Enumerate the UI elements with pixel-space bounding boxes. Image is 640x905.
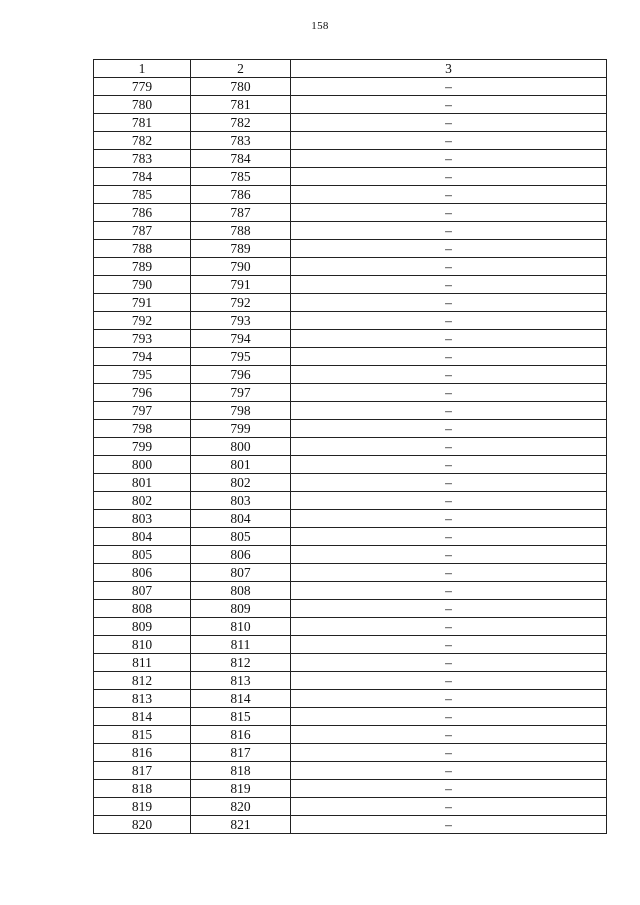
table-row bbox=[94, 510, 607, 528]
table-cell-col-3: – bbox=[291, 312, 607, 330]
table-cell-col-3: – bbox=[291, 276, 607, 294]
table-cell-col-2: 793 bbox=[191, 312, 291, 330]
table-cell-col-1: 819 bbox=[94, 798, 191, 816]
table-row bbox=[94, 528, 607, 546]
table-cell-col-2: 782 bbox=[191, 114, 291, 132]
table-cell-col-2: 784 bbox=[191, 150, 291, 168]
table-cell-col-3: – bbox=[291, 222, 607, 240]
table-row bbox=[94, 438, 607, 456]
table-cell-col-2: 806 bbox=[191, 546, 291, 564]
table-cell-col-2: 795 bbox=[191, 348, 291, 366]
table-cell-col-1: 790 bbox=[94, 276, 191, 294]
table-cell-col-3: – bbox=[291, 528, 607, 546]
table-cell-col-1: 802 bbox=[94, 492, 191, 510]
table-cell-col-3: – bbox=[291, 402, 607, 420]
table-cell-col-3: – bbox=[291, 582, 607, 600]
table-cell-col-3: – bbox=[291, 114, 607, 132]
table-cell-col-2: 796 bbox=[191, 366, 291, 384]
table-cell-col-1: 787 bbox=[94, 222, 191, 240]
table-cell-col-1: 784 bbox=[94, 168, 191, 186]
table-row bbox=[94, 546, 607, 564]
table-cell-col-1: 794 bbox=[94, 348, 191, 366]
table-cell-col-3: – bbox=[291, 492, 607, 510]
table-cell-col-2: 780 bbox=[191, 78, 291, 96]
table-cell-col-1: 816 bbox=[94, 744, 191, 762]
page-number: 158 bbox=[311, 20, 329, 32]
table-row bbox=[94, 654, 607, 672]
table-cell-col-1: 791 bbox=[94, 294, 191, 312]
table-row bbox=[94, 222, 607, 240]
table-cell-col-3: – bbox=[291, 510, 607, 528]
table-cell-col-2: 808 bbox=[191, 582, 291, 600]
table-cell-col-2: 813 bbox=[191, 672, 291, 690]
table-row bbox=[94, 168, 607, 186]
table-row bbox=[94, 708, 607, 726]
table-cell-col-2: 812 bbox=[191, 654, 291, 672]
table-row bbox=[94, 150, 607, 168]
table-cell-col-2: 792 bbox=[191, 294, 291, 312]
table-cell-col-2: 798 bbox=[191, 402, 291, 420]
table-cell-col-3: – bbox=[291, 690, 607, 708]
table-cell-col-2: 791 bbox=[191, 276, 291, 294]
table-row bbox=[94, 600, 607, 618]
table-cell-col-3: – bbox=[291, 618, 607, 636]
table-cell-col-3: – bbox=[291, 240, 607, 258]
table-cell-col-2: 805 bbox=[191, 528, 291, 546]
table-cell-col-3: – bbox=[291, 186, 607, 204]
table-row bbox=[94, 366, 607, 384]
table-cell-col-2: 794 bbox=[191, 330, 291, 348]
table-cell-col-2: 789 bbox=[191, 240, 291, 258]
table-cell-col-1: 788 bbox=[94, 240, 191, 258]
table-cell-col-3: – bbox=[291, 150, 607, 168]
table-cell-col-3: – bbox=[291, 726, 607, 744]
table-cell-col-2: 785 bbox=[191, 168, 291, 186]
table-cell-col-1: 786 bbox=[94, 204, 191, 222]
table-cell-col-2: 801 bbox=[191, 456, 291, 474]
table-cell-col-1: 813 bbox=[94, 690, 191, 708]
table-cell-col-3: – bbox=[291, 780, 607, 798]
table-cell-col-2: 802 bbox=[191, 474, 291, 492]
column-header-3: 3 bbox=[291, 60, 607, 78]
table-cell-col-1: 806 bbox=[94, 564, 191, 582]
table-cell-col-1: 795 bbox=[94, 366, 191, 384]
table-cell-col-1: 798 bbox=[94, 420, 191, 438]
table-row bbox=[94, 762, 607, 780]
table-cell-col-1: 817 bbox=[94, 762, 191, 780]
table-row bbox=[94, 294, 607, 312]
table-cell-col-1: 809 bbox=[94, 618, 191, 636]
table-cell-col-2: 788 bbox=[191, 222, 291, 240]
table-cell-col-2: 816 bbox=[191, 726, 291, 744]
table-row bbox=[94, 798, 607, 816]
table-cell-col-2: 807 bbox=[191, 564, 291, 582]
table-cell-col-1: 808 bbox=[94, 600, 191, 618]
table-row bbox=[94, 384, 607, 402]
table-cell-col-3: – bbox=[291, 816, 607, 834]
table-cell-col-2: 810 bbox=[191, 618, 291, 636]
table-cell-col-3: – bbox=[291, 564, 607, 582]
table-cell-col-3: – bbox=[291, 78, 607, 96]
table-cell-col-3: – bbox=[291, 96, 607, 114]
table-cell-col-1: 820 bbox=[94, 816, 191, 834]
table-row bbox=[94, 726, 607, 744]
table-row bbox=[94, 456, 607, 474]
table-cell-col-2: 820 bbox=[191, 798, 291, 816]
table-cell-col-1: 812 bbox=[94, 672, 191, 690]
table-cell-col-3: – bbox=[291, 384, 607, 402]
table-cell-col-1: 804 bbox=[94, 528, 191, 546]
table-cell-col-3: – bbox=[291, 708, 607, 726]
table-row bbox=[94, 132, 607, 150]
table-cell-col-3: – bbox=[291, 420, 607, 438]
table-cell-col-1: 799 bbox=[94, 438, 191, 456]
table-cell-col-2: 817 bbox=[191, 744, 291, 762]
table-row bbox=[94, 204, 607, 222]
table-header-row bbox=[94, 60, 607, 78]
table-cell-col-1: 789 bbox=[94, 258, 191, 276]
table-cell-col-3: – bbox=[291, 132, 607, 150]
table-row bbox=[94, 618, 607, 636]
table-cell-col-2: 781 bbox=[191, 96, 291, 114]
table-cell-col-1: 811 bbox=[94, 654, 191, 672]
table-cell-col-1: 779 bbox=[94, 78, 191, 96]
table-cell-col-2: 819 bbox=[191, 780, 291, 798]
table-row bbox=[94, 114, 607, 132]
table-cell-col-1: 792 bbox=[94, 312, 191, 330]
table-cell-col-3: – bbox=[291, 474, 607, 492]
table-cell-col-3: – bbox=[291, 456, 607, 474]
table-cell-col-1: 796 bbox=[94, 384, 191, 402]
table-cell-col-3: – bbox=[291, 672, 607, 690]
column-header-2: 2 bbox=[191, 60, 291, 78]
table-row bbox=[94, 96, 607, 114]
table-row bbox=[94, 492, 607, 510]
table-row bbox=[94, 690, 607, 708]
table-cell-col-3: – bbox=[291, 744, 607, 762]
table-body bbox=[94, 78, 607, 834]
table-cell-col-3: – bbox=[291, 294, 607, 312]
table-row bbox=[94, 348, 607, 366]
table-cell-col-2: 783 bbox=[191, 132, 291, 150]
table-cell-col-2: 809 bbox=[191, 600, 291, 618]
table-cell-col-2: 818 bbox=[191, 762, 291, 780]
table-cell-col-3: – bbox=[291, 636, 607, 654]
table-row bbox=[94, 402, 607, 420]
table-cell-col-3: – bbox=[291, 204, 607, 222]
table-cell-col-2: 799 bbox=[191, 420, 291, 438]
table-cell-col-2: 815 bbox=[191, 708, 291, 726]
table-cell-col-1: 800 bbox=[94, 456, 191, 474]
table-cell-col-3: – bbox=[291, 600, 607, 618]
table-row bbox=[94, 186, 607, 204]
table-cell-col-3: – bbox=[291, 654, 607, 672]
table-cell-col-2: 803 bbox=[191, 492, 291, 510]
table-cell-col-2: 814 bbox=[191, 690, 291, 708]
table-row bbox=[94, 78, 607, 96]
table-row bbox=[94, 276, 607, 294]
table-row bbox=[94, 744, 607, 762]
table-cell-col-3: – bbox=[291, 798, 607, 816]
table-row bbox=[94, 240, 607, 258]
table-cell-col-3: – bbox=[291, 366, 607, 384]
table-row bbox=[94, 420, 607, 438]
table-cell-col-1: 803 bbox=[94, 510, 191, 528]
table-cell-col-3: – bbox=[291, 258, 607, 276]
table-cell-col-3: – bbox=[291, 762, 607, 780]
table-cell-col-1: 793 bbox=[94, 330, 191, 348]
table-cell-col-2: 821 bbox=[191, 816, 291, 834]
table-cell-col-1: 785 bbox=[94, 186, 191, 204]
table-row bbox=[94, 816, 607, 834]
table-row bbox=[94, 474, 607, 492]
table-row bbox=[94, 636, 607, 654]
table-cell-col-3: – bbox=[291, 168, 607, 186]
table-cell-col-2: 804 bbox=[191, 510, 291, 528]
table-row bbox=[94, 672, 607, 690]
table-cell-col-1: 781 bbox=[94, 114, 191, 132]
table-cell-col-1: 783 bbox=[94, 150, 191, 168]
table-cell-col-2: 797 bbox=[191, 384, 291, 402]
column-header-1: 1 bbox=[94, 60, 191, 78]
table-row bbox=[94, 312, 607, 330]
table-cell-col-1: 801 bbox=[94, 474, 191, 492]
table-cell-col-1: 807 bbox=[94, 582, 191, 600]
table-cell-col-3: – bbox=[291, 348, 607, 366]
table-cell-col-1: 810 bbox=[94, 636, 191, 654]
table-cell-col-3: – bbox=[291, 330, 607, 348]
table-cell-col-1: 818 bbox=[94, 780, 191, 798]
table-cell-col-1: 805 bbox=[94, 546, 191, 564]
data-table bbox=[93, 59, 607, 834]
table-cell-col-1: 815 bbox=[94, 726, 191, 744]
table-cell-col-3: – bbox=[291, 438, 607, 456]
table-row bbox=[94, 780, 607, 798]
table-cell-col-1: 780 bbox=[94, 96, 191, 114]
table-cell-col-3: – bbox=[291, 546, 607, 564]
table-row bbox=[94, 330, 607, 348]
table-cell-col-2: 786 bbox=[191, 186, 291, 204]
table-cell-col-2: 800 bbox=[191, 438, 291, 456]
table-row bbox=[94, 564, 607, 582]
table-cell-col-2: 790 bbox=[191, 258, 291, 276]
table-cell-col-1: 797 bbox=[94, 402, 191, 420]
table-row bbox=[94, 582, 607, 600]
table-cell-col-1: 814 bbox=[94, 708, 191, 726]
table-cell-col-1: 782 bbox=[94, 132, 191, 150]
table-row bbox=[94, 258, 607, 276]
table-cell-col-2: 787 bbox=[191, 204, 291, 222]
table-cell-col-2: 811 bbox=[191, 636, 291, 654]
